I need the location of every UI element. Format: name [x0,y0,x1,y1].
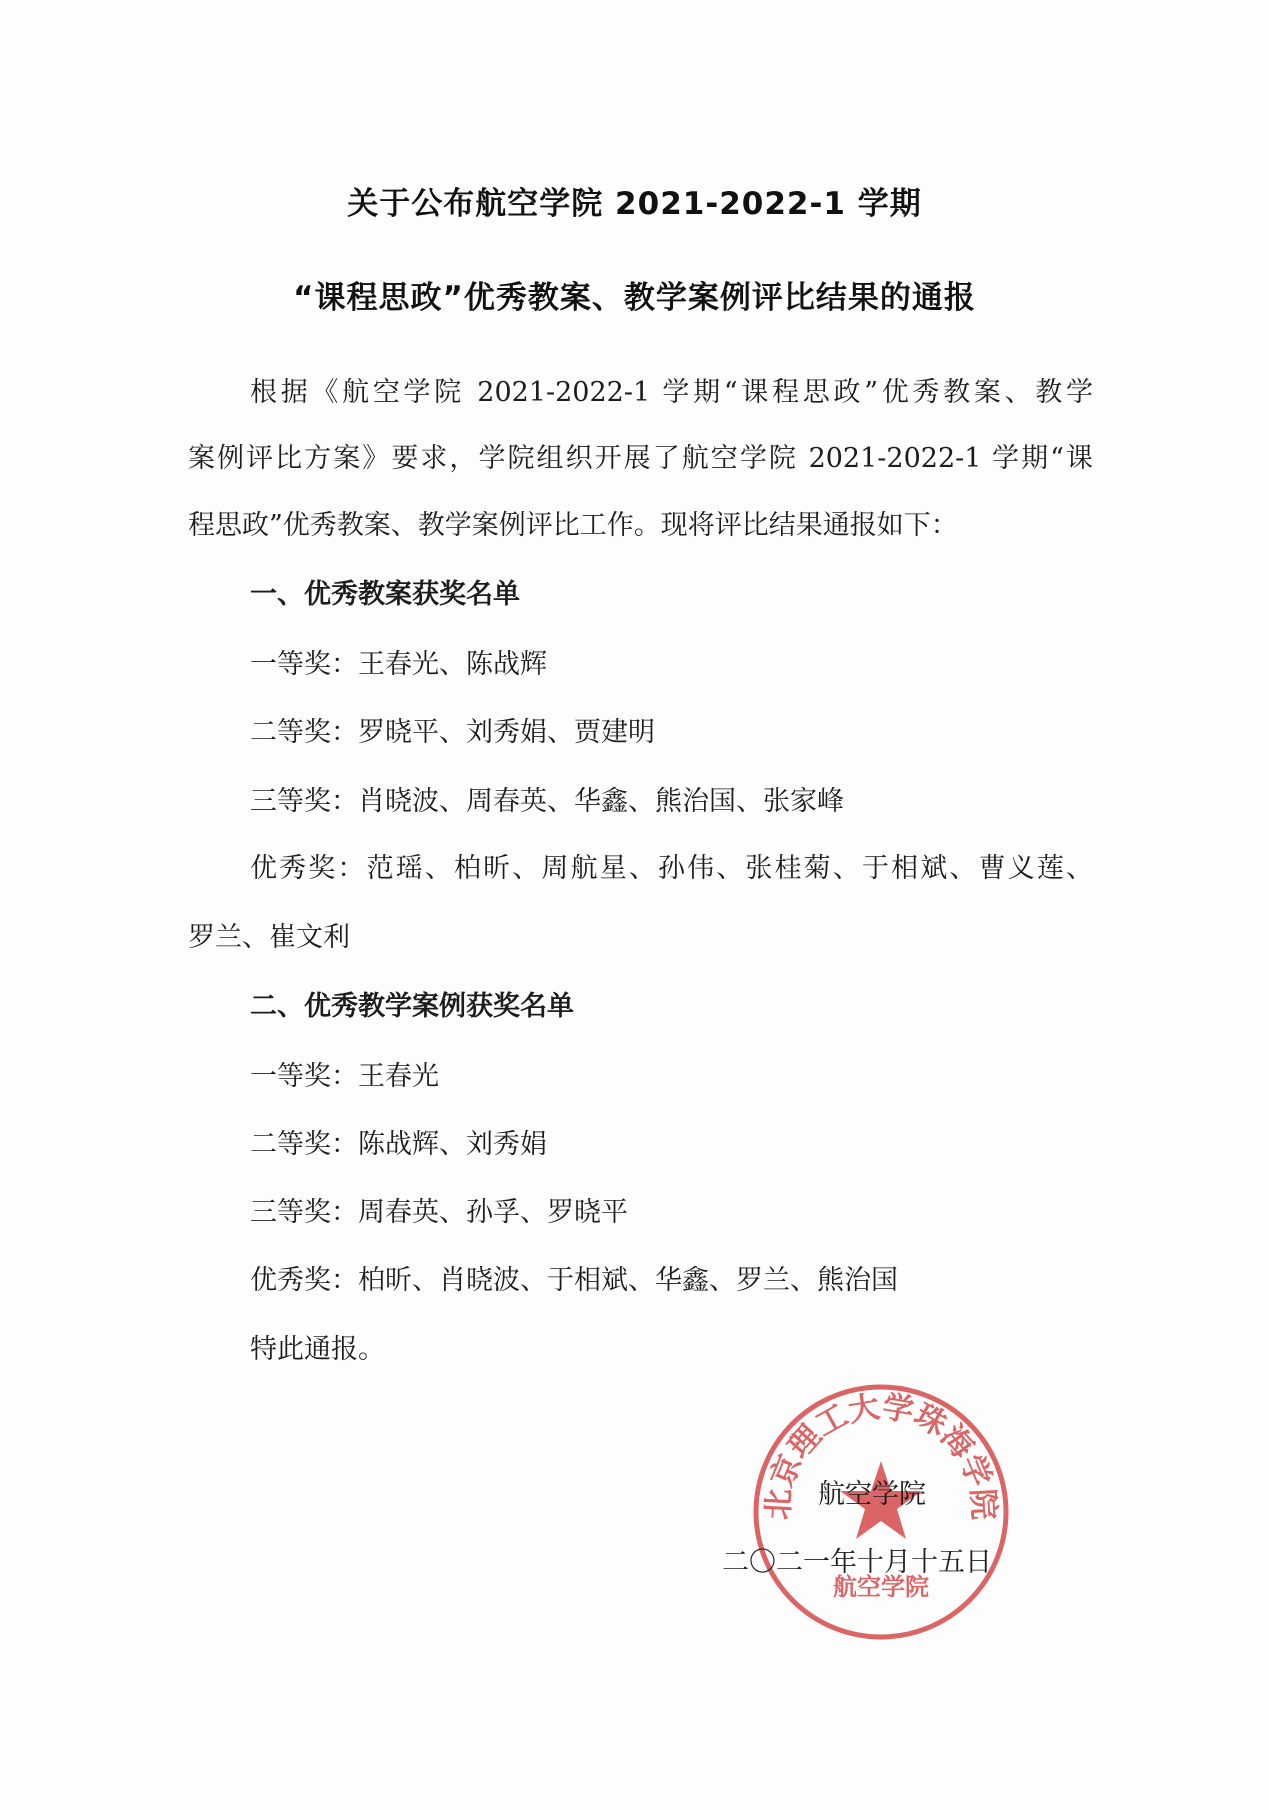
document-title-line1: 关于公布航空学院 2021-2022-1 学期 [347,186,922,222]
closing-text: 特此通报。 [250,1334,385,1365]
section2-third-prize: 三等奖：周春英、孙孚、罗晓平 [250,1197,628,1228]
seal-inner-text: 航空学院 [833,1573,929,1601]
section2-excellent: 优秀奖：柏昕、肖晓波、于相斌、华鑫、罗兰、熊治国 [250,1265,898,1296]
intro-line2: 案例评比方案》要求，学院组织开展了航空学院 2021-2022-1 学期“课 [188,443,1093,474]
document-title-line2: “课程思政”优秀教案、教学案例评比结果的通报 [293,280,976,316]
section1-third-prize: 三等奖：肖晓波、周春英、华鑫、熊治国、张家峰 [250,786,844,817]
intro-line1: 根据《航空学院 2021-2022-1 学期“课程思政”优秀教案、教学 [250,377,1093,408]
section1-excellent-line1: 优秀奖：范瑶、柏昕、周航星、孙伟、张桂菊、于相斌、曹义莲、 [250,853,1093,884]
signature-org: 航空学院 [818,1479,926,1510]
seal-outer-text: 北京理工大学珠海学院 [760,1388,1002,1521]
section1-second-prize: 二等奖：罗晓平、刘秀娟、贾建明 [250,717,655,748]
signature-date: 二〇二一年十月十五日 [722,1547,992,1578]
section2-first-prize: 一等奖：王春光 [250,1061,439,1092]
official-seal [752,1383,1010,1641]
section2-heading: 二、优秀教学案例获奖名单 [250,991,574,1022]
section2-second-prize: 二等奖：陈战辉、刘秀娟 [250,1129,547,1160]
section1-excellent-line2: 罗兰、崔文利 [188,922,350,953]
intro-line3: 程思政”优秀教案、教学案例评比工作。现将评比结果通报如下： [188,510,958,541]
section1-heading: 一、优秀教案获奖名单 [250,579,520,610]
section1-first-prize: 一等奖：王春光、陈战辉 [250,649,547,680]
